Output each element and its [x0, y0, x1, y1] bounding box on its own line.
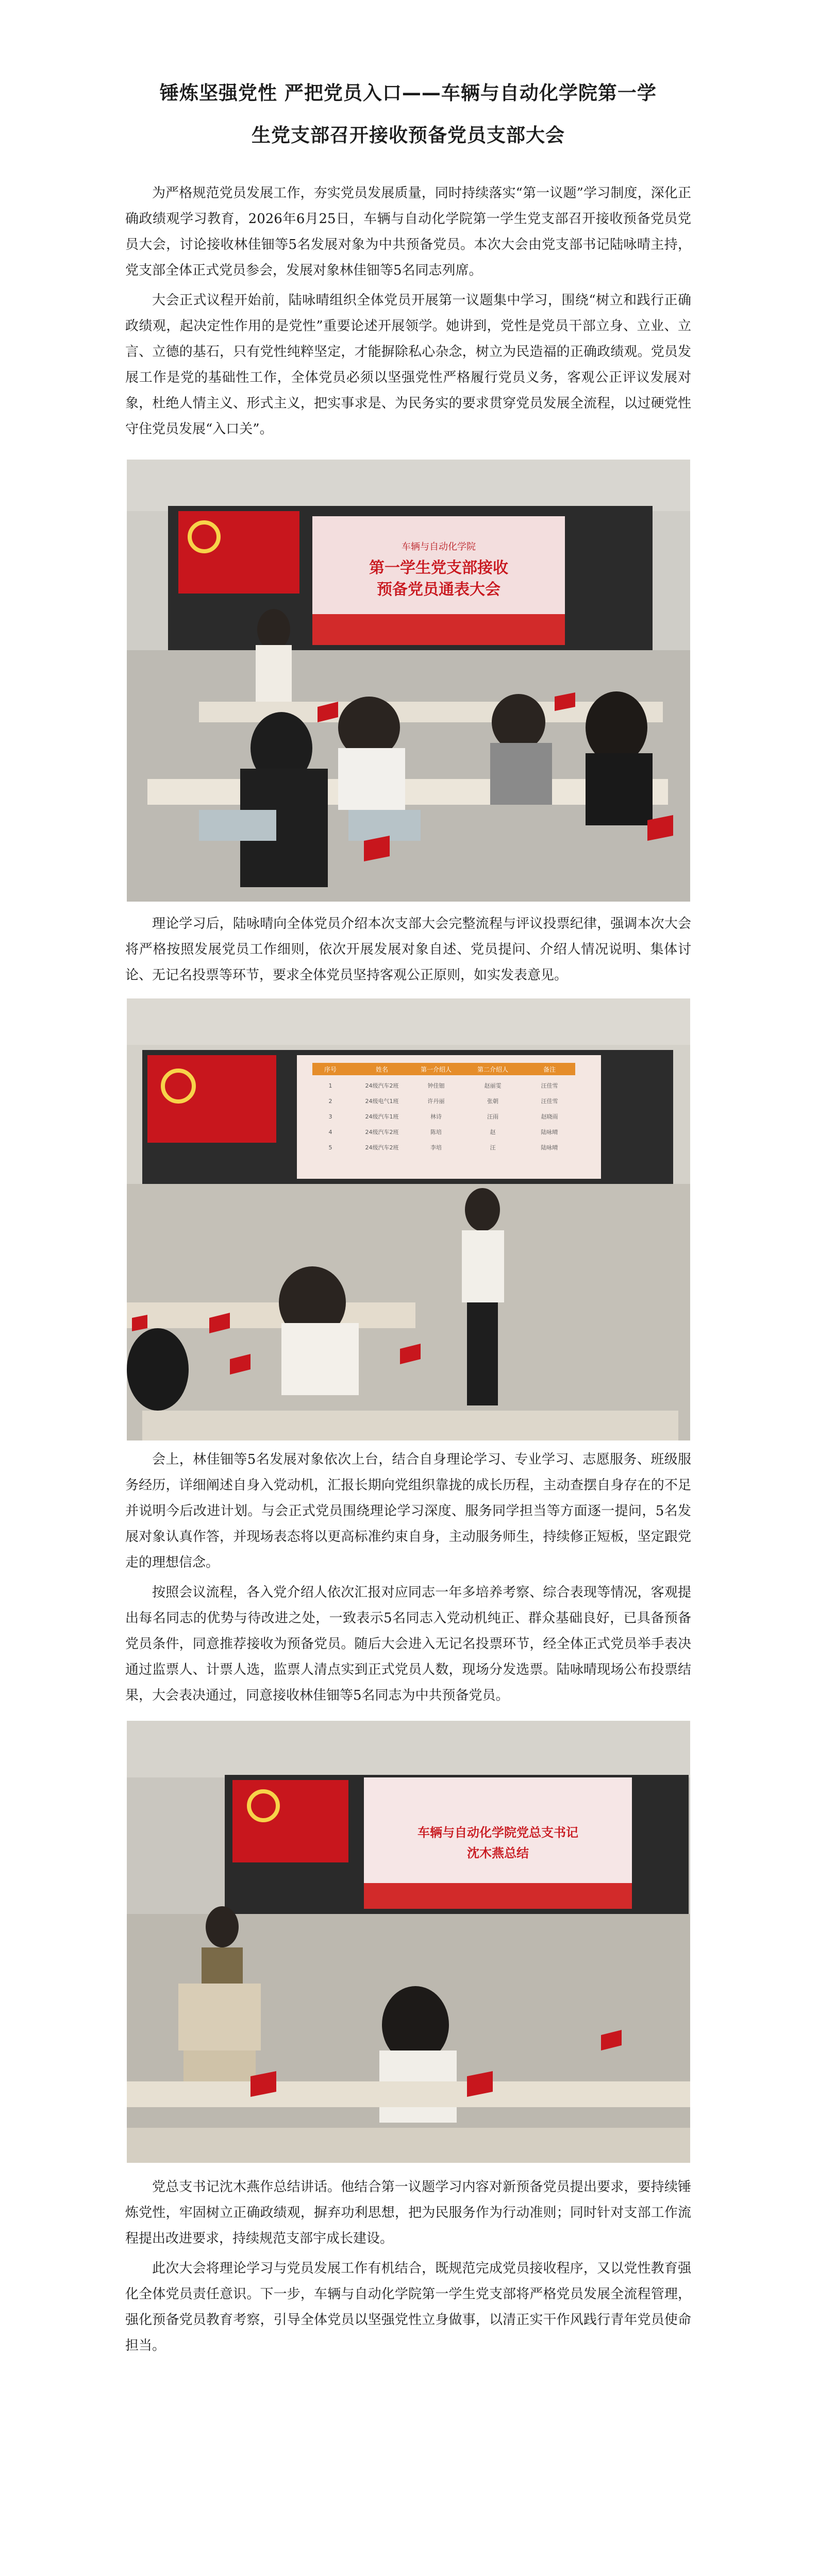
table-cell: 24级汽车2班 [365, 1144, 398, 1151]
classroom-scene-2 [127, 998, 690, 1440]
table-cell: 钟佳钿 [427, 1082, 444, 1089]
screen-line-3: 沈木燕总结 [466, 1846, 529, 1860]
table-cell: 24级电气1班 [365, 1098, 398, 1105]
table-cell: 24级汽车1班 [365, 1113, 398, 1120]
table-cell: 5 [328, 1144, 332, 1151]
title-line-1: 锤炼坚强党性 严把党员入口——车辆与自动化学院第一学 [160, 82, 657, 104]
table-header-cell: 姓名 [375, 1066, 388, 1073]
paragraph-intro: 为严格规范党员发展工作，夯实党员发展质量，同时持续落实“第一议题”学习制度，深化正确政绩观学习教育，2026年6月25日，车辆与自动化学院第一学生党支部召开接收预备党员党员大会，讨论接收林佳钿等5名发展对象为中共预备党员。本次大会由党支部书记陆咏晴主持，党支部全体正式党员参会，发展对象林佳钿等5名同志列席。 [125, 185, 691, 278]
table-cell: 陆咏晴 [541, 1144, 558, 1151]
table-cell: 赵 [490, 1129, 495, 1136]
table-cell: 1 [328, 1082, 332, 1089]
table-header-cell: 序号 [324, 1066, 337, 1073]
screen-line-2: 预备党员通表大会 [376, 581, 500, 599]
paragraph-summary: 党总支书记沈木燕作总结讲话。他结合第一议题学习内容对新预备党员提出要求，要持续锤炼党性，牢固树立正确政绩观，摒弃功利思想，把为民服务作为行动准则；同时针对支部工作流程提出改进要求，持续规范支部宇成长建设。 [125, 2179, 691, 2246]
meeting-photo-3 [127, 1721, 690, 2163]
table-cell: 2 [328, 1098, 332, 1105]
table-cell: 许丹丽 [427, 1098, 444, 1105]
table-cell: 24级汽车2班 [365, 1129, 398, 1136]
paragraph-procedure: 理论学习后，陆咏晴向全体党员介绍本次支部大会完整流程与评议投票纪律，强调本次大会将严格按照发展党员工作细则，依次开展发展对象自述、党员提问、介绍人情况说明、集体讨论、无记名投票等环节，要求全体党员坚持客观公正原则，如实发表意见。 [125, 916, 691, 983]
table-cell: 陆咏晴 [541, 1129, 558, 1136]
screen-title-3: 车辆与自动化学院党总支书记 [417, 1825, 578, 1840]
table-cell: 李培 [430, 1144, 442, 1151]
paragraph-vote: 按照会议流程，各入党介绍人依次汇报对应同志一年多培养考察、综合表现等情况，客观提出每名同志的优势与待改进之处，一致表示5名同志入党动机纯正、群众基础良好，已具备预备党员条件，同意推荐接收为预备党员。随后大会进入无记名投票环节，经全体正式党员举手表决通过监票人、计票人选，监票人清点实到正式党员人数，现场分发选票。陆咏晴现场公布投票结果，大会表决通过，同意接收林佳钿等5名同志为中共预备党员。 [125, 1585, 691, 1703]
paragraph-candidates: 会上，林佳钿等5名发展对象依次上台，结合自身理论学习、专业学习、志愿服务、班级服务经历，详细阐述自身入党动机，汇报长期向党组织靠拢的成长历程，主动查摆自身存在的不足并说明今后改进计划。与会正式党员围绕理论学习深度、服务同学担当等方面逐一提问，5名发展对象认真作答，并现场表态将以更高标准约束自身，主动服务师生，持续修正短板，坚定跟党走的理想信念。 [125, 1452, 691, 1570]
table-cell: 24级汽车2班 [365, 1082, 398, 1089]
table-cell: 赵晓雨 [541, 1113, 558, 1120]
meeting-photo-2 [127, 998, 690, 1440]
table-header-cell: 第一介绍人 [420, 1066, 452, 1073]
title-line-2: 生党支部召开接收预备党员支部大会 [252, 124, 565, 146]
screen-line-1: 第一学生党支部接收 [369, 559, 508, 577]
screen-title-1: 车辆与自动化学院 [401, 541, 476, 552]
paragraph-conclusion: 此次大会将理论学习与党员发展工作有机结合，既规范完成党员接收程序，又以党性教育强化全体党员责任意识。下一步，车辆与自动化学院第一学生党支部将严格党员发展全流程管理，强化预备党员教育考察，引导全体党员以坚强党性立身做事，以清正实干作风践行青年党员使命担当。 [125, 2261, 691, 2353]
party-flag-wall-3 [232, 1780, 348, 1862]
table-cell: 林诗 [430, 1113, 442, 1120]
classroom-scene-1 [127, 460, 690, 902]
table-cell: 赵丽雯 [484, 1082, 501, 1089]
table-header-cell: 备注 [543, 1066, 556, 1073]
table-header-cell: 第二介绍人 [477, 1066, 508, 1073]
table-cell: 3 [328, 1113, 332, 1120]
table-cell: 4 [328, 1129, 332, 1136]
meeting-photo-1 [127, 460, 690, 902]
paragraph-study: 大会正式议程开始前，陆咏晴组织全体党员开展第一议题集中学习，围绕“树立和践行正确政绩观，起决定性作用的是党性”重要论述开展领学。她讲到，党性是党员干部立身、立业、立言、立德的基石，只有党性纯粹坚定，才能摒除私心杂念，树立为民造福的正确政绩观。党员发展工作是党的基础性工作，全体党员必须以坚强党性严格履行党员义务，客观公正评议发展对象，杜绝人情主义、形式主义，把实事求是、为民务实的要求贯穿党员发展全流程，以过硬党性守住党员发展“入口关”。 [125, 293, 691, 437]
classroom-scene-3 [127, 1721, 690, 2163]
article-title [125, 72, 691, 157]
table-cell: 汪 [490, 1144, 495, 1151]
table-cell: 汪佳雪 [541, 1082, 558, 1089]
table-cell: 张朝 [487, 1098, 498, 1105]
table-cell: 汪雨 [487, 1113, 498, 1120]
article-content [125, 72, 691, 2359]
table-cell: 汪佳雪 [541, 1098, 558, 1105]
table-cell: 陈培 [430, 1129, 442, 1136]
